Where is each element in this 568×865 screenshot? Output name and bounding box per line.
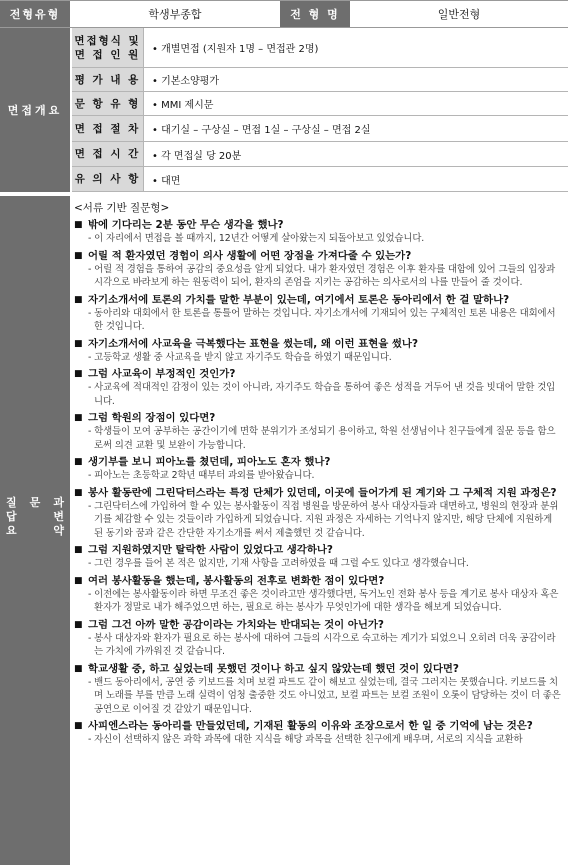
qa-body [74, 200, 562, 747]
admission-name-label: 전 형 명 [280, 1, 350, 27]
question-text: 그럼 학원의 장점이 있다면? [88, 412, 216, 424]
square-bullet-icon: ■ [74, 338, 83, 349]
answer-text: - 이 자리에서 면접을 볼 때까지, 12년간 어떻게 살아왔는지 되돌아보고 있었습니다. [88, 233, 425, 244]
square-bullet-icon: ■ [74, 220, 83, 230]
admission-name-value: 일반전형 [437, 8, 481, 21]
overview-key: 면 접 시 간 [72, 142, 144, 166]
qa-label-char: 답 [6, 510, 17, 523]
overview-row-time [72, 142, 568, 167]
question [74, 218, 562, 232]
answer-text: - 학생들이 모여 공부하는 공간이기에 면학 분위기가 조성되기 용이하고, 학원 선생님이나 친구들에게 질문 등을 함으로써 의견 교환 및 보완이 가능합니다. [88, 426, 556, 451]
overview-key: 문 항 유 형 [72, 92, 144, 115]
answer-text: - 그런 경우를 들어 본 적은 없지만, 기재 사항을 고려하였을 때 그럴 수도 있다고 생각했습니다. [88, 558, 469, 569]
square-bullet-icon: ■ [74, 663, 83, 674]
qa-section-label [0, 196, 70, 865]
question-text: 자기소개서에 사교육을 극복했다는 표현을 썼는데, 왜 이런 표현을 썼나? [88, 337, 418, 350]
overview-value: • MMI 제시문 [152, 100, 214, 111]
answer-text: - 어릴 적 경험을 통하여 공감의 중요성을 알게 되었다. 내가 환자였던 경험은 이후 환자를 대함에 있어 그들의 입장과 시각으로 바라보게 하는 원동력이 되어, 환자의 존엄을 지키는 공감하는 의사로서의 나를 만들어 줄 것이다. [88, 263, 556, 288]
overview-key: 유 의 사 항 [72, 167, 144, 191]
question-text: 봉사 활동란에 그린닥터스라는 특정 단체가 있던데, 이곳에 들어가게 된 계기와 그 구체적 지원 과정은? [88, 486, 557, 499]
answer-text: - 밴드 동아리에서, 공연 중 키보드를 치며 보컬 파트도 같이 해보고 싶었는데, 결국 그러지는 못했습니다. 키보드를 치며 노래를 부를 만큼 노래 실력이 엄청 출중한 것도 아니었고, 보컬 파트는 보컬 조원이 오롯이 담당하는 것이 더 좋은 공연으로 이어질 것 같았기 때문입니다. [88, 676, 561, 715]
admission-type-value: 학생부종합 [148, 8, 202, 21]
question [74, 486, 562, 500]
overview-value: • 개별면접 (지원자 1명 – 면접관 2명) [152, 44, 319, 55]
question-text: 그럼 사교육이 부정적인 것인가? [88, 368, 236, 380]
overview-value: • 대면 [152, 175, 181, 187]
question [74, 662, 562, 676]
overview-row-content [72, 68, 568, 92]
overview-row-notes [72, 167, 568, 192]
question [74, 574, 562, 588]
answer-text: - 사교육에 적대적인 감정이 있는 것이 아니라, 자기주도 학습을 통하여 좋은 성적을 거두어 낸 것을 빗대어 말한 것입니다. [88, 382, 556, 407]
square-bullet-icon: ■ [74, 545, 83, 555]
overview-row-procedure [72, 116, 568, 142]
qa-label-char: 질 [6, 496, 17, 509]
admission-type-label: 전형유형 [0, 1, 70, 27]
square-bullet-icon: ■ [74, 457, 83, 467]
overview-row-format [72, 28, 568, 68]
overview-value: • 기본소양평가 [152, 76, 220, 87]
qa-label-char: 요 [6, 524, 17, 537]
overview-row-type [72, 92, 568, 116]
question-text: 사피엔스라는 동아리를 만들었던데, 기재된 활동의 이유와 조장으로서 한 일 중 기억에 남는 것은? [88, 720, 533, 732]
question [74, 249, 562, 263]
square-bullet-icon: ■ [74, 250, 83, 261]
qa-label-char: 약 [53, 524, 64, 537]
square-bullet-icon: ■ [74, 369, 83, 379]
question-text: 자기소개서에 토론의 가치를 말한 부분이 있는데, 여기에서 토론은 동아리에서 한 걸 말하나? [88, 293, 510, 306]
question-text: 밖에 기다리는 2분 동안 무슨 생각을 했나? [88, 219, 284, 231]
question-text: 어릴 적 환자였던 경험이 의사 생활에 어떤 장점을 가져다줄 수 있는가? [88, 249, 412, 262]
square-bullet-icon: ■ [74, 721, 83, 731]
overview-key: 면접형식 및 면 접 인 원 [72, 28, 144, 67]
answer-text: - 그린닥터스에 가입하여 할 수 있는 봉사활동이 직접 병원을 방문하여 봉사 대상자들과 대면하고, 병원의 현장과 분위기를 체감할 수 있는 것들이라 가입하게 되었습니다. 지원 과정은 자세하는 기억나지 않지만, 해당 단체에 지원하게 된 동기와 꿈과 같은 간단한 자기소개를 써서 제출했던 것 같습니다. [88, 500, 559, 539]
question [74, 337, 562, 351]
header-row [0, 0, 568, 28]
square-bullet-icon: ■ [74, 575, 83, 586]
question [74, 543, 562, 557]
qa-label-char: 문 [29, 496, 41, 509]
answer-text: - 자신이 선택하지 않은 과학 과목에 대한 지식을 해당 과목을 선택한 친구에게 배우며, 서로의 지식을 교환하 [88, 734, 523, 745]
question-text: 생기부를 보니 피아노를 쳤던데, 피아노도 혼자 했나? [88, 456, 331, 468]
answer-text: - 봉사 대상자와 환자가 필요로 하는 봉사에 대하여 그들의 시각으로 숙고하는 계기가 되었으니 오히려 더욱 공감이라는 가치에 가까워진 것 같습니다. [88, 632, 556, 657]
question [74, 367, 562, 381]
overview-value: • 대기실 – 구상실 – 면접 1실 – 구상실 – 면접 2실 [152, 125, 371, 136]
qa-label-char: 과 [53, 496, 64, 509]
question-text: 여러 봉사활동을 했는데, 봉사활동의 전후로 변화한 점이 있다면? [88, 574, 385, 587]
qa-label-text [6, 496, 64, 538]
qa-subtitle: <서류 기반 질문형> [74, 202, 170, 214]
overview-value: • 각 면접실 당 20분 [152, 150, 242, 162]
question-text: 학교생활 중, 하고 싶었는데 못했던 것이나 하고 싶지 않았는데 했던 것이 있다면? [88, 662, 459, 675]
question [74, 293, 562, 307]
question [74, 411, 562, 425]
square-bullet-icon: ■ [74, 413, 83, 423]
question [74, 455, 562, 469]
question-text: 그럼 그건 아까 말한 공감이라는 가치와는 반대되는 것이 아닌가? [88, 618, 384, 631]
interview-overview [0, 28, 568, 192]
question-text: 그럼 지원하였지만 탈락한 사람이 있었다고 생각하나? [88, 544, 333, 556]
square-bullet-icon: ■ [74, 294, 83, 305]
overview-section-label: 면접개요 [0, 28, 70, 192]
qa-label-char: 변 [53, 510, 64, 523]
answer-text: - 이전에는 봉사활동이라 하면 무조건 좋은 것이라고만 생각했다면, 독거노인 전화 봉사 등을 계기로 봉사 대상자 혹은 환자가 정말로 내가 해주었으면 하는, 필요로 하는 봉사가 무엇인가에 대한 생각을 해보게 되었습니다. [88, 588, 559, 613]
question [74, 618, 562, 632]
square-bullet-icon: ■ [74, 487, 83, 498]
answer-text: - 피아노는 초등학교 2학년 때부터 과외를 받아왔습니다. [88, 470, 315, 481]
qa-section [0, 196, 568, 865]
answer-text: - 동아리와 대회에서 한 토론을 통틀어 말하는 것입니다. 자기소개서에 기재되어 있는 구체적인 토론 내용은 대회에서 한 것입니다. [88, 307, 556, 332]
question [74, 719, 562, 733]
answer-text: - 고등학교 생활 중 사교육을 받지 않고 자기주도 학습을 하였기 때문입니다. [88, 351, 392, 363]
overview-key: 면 접 절 차 [72, 116, 144, 141]
square-bullet-icon: ■ [74, 619, 83, 630]
overview-key: 평 가 내 용 [72, 68, 144, 91]
